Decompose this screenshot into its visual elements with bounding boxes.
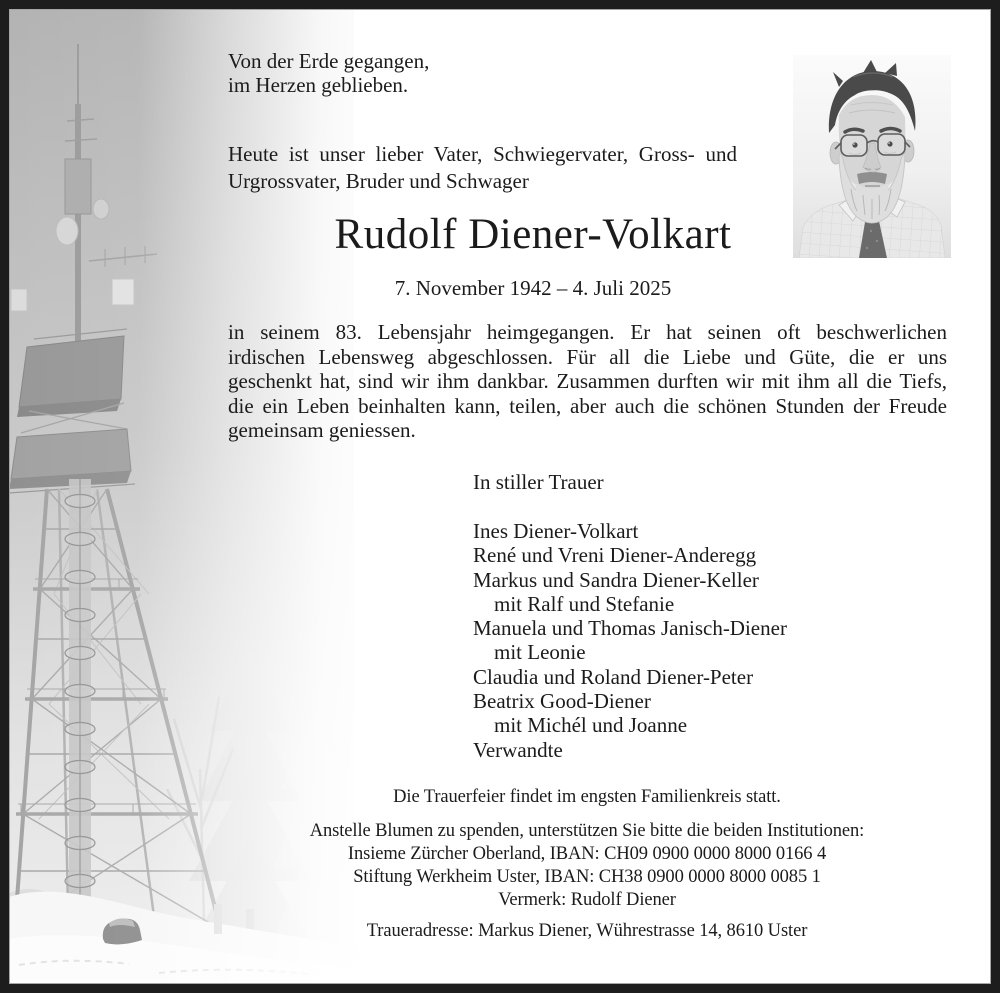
life-dates: 7. November 1942 – 4. Juli 2025 <box>394 276 672 300</box>
list-item: mit Michél und Joanne <box>494 713 688 738</box>
list-item: Claudia und Roland Diener-Peter <box>473 664 754 689</box>
mourners-list <box>473 519 787 762</box>
intro-line: Urgrossvater, Bruder und Schwager <box>228 169 529 193</box>
obituary-line: die ein Leben beinhalten kann, teilen, aber auch die schönen Stunden der Freude <box>228 393 947 418</box>
deceased-name: Rudolf Diener-Volkart <box>334 211 732 258</box>
list-item: Ines Diener-Volkart <box>473 519 639 543</box>
motto-line: im Herzen geblieben. <box>228 73 409 97</box>
obituary-paragraph <box>228 320 947 443</box>
list-item: René und Vreni Diener-Anderegg <box>473 543 757 568</box>
motto <box>228 49 429 97</box>
obituary-line: gemeinsam geniessen. <box>228 418 416 443</box>
intro-line: Heute ist unser lieber Vater, Schwiegervater, Gross- und <box>228 142 737 166</box>
obituary-line: geschenkt hat, sind wir ihm dankbar. Zusammen durften wir mit ihm all die Tiefs, <box>228 369 947 394</box>
donation-intro: Anstelle Blumen zu spenden, unterstützen Sie bitte die beiden Institutionen: <box>309 821 865 841</box>
donation-institution: Insieme Zürcher Oberland, IBAN: CH09 0900 0000 8000 0166 4 <box>347 844 827 864</box>
donation-reference: Vermerk: Rudolf Diener <box>498 890 676 910</box>
motto-line: Von der Erde gegangen, <box>228 49 430 73</box>
list-item: mit Ralf und Stefanie <box>494 591 675 616</box>
list-item: Beatrix Good-Diener <box>473 689 651 714</box>
list-item: Verwandte <box>473 737 563 762</box>
funeral-note: Die Trauerfeier findet im engsten Familienkreis statt. <box>393 787 781 807</box>
list-item: mit Leonie <box>494 640 586 665</box>
mourning-heading: In stiller Trauer <box>473 470 604 494</box>
list-item: Markus und Sandra Diener-Keller <box>473 567 759 592</box>
donation-institution: Stiftung Werkheim Uster, IBAN: CH38 0900 0000 8000 0085 1 <box>353 867 821 887</box>
mourning-address: Traueradresse: Markus Diener, Wührestrasse 14, 8610 Uster <box>366 921 808 941</box>
obituary-line: in seinem 83. Lebensjahr heimgegangen. Er hat seinen oft beschwerlichen <box>228 320 947 344</box>
obituary-line: irdischen Lebensweg abgeschlossen. Für all die Liebe und Güte, die er uns <box>228 344 947 369</box>
intro-text <box>228 141 737 195</box>
list-item: Manuela und Thomas Janisch-Diener <box>473 616 787 641</box>
